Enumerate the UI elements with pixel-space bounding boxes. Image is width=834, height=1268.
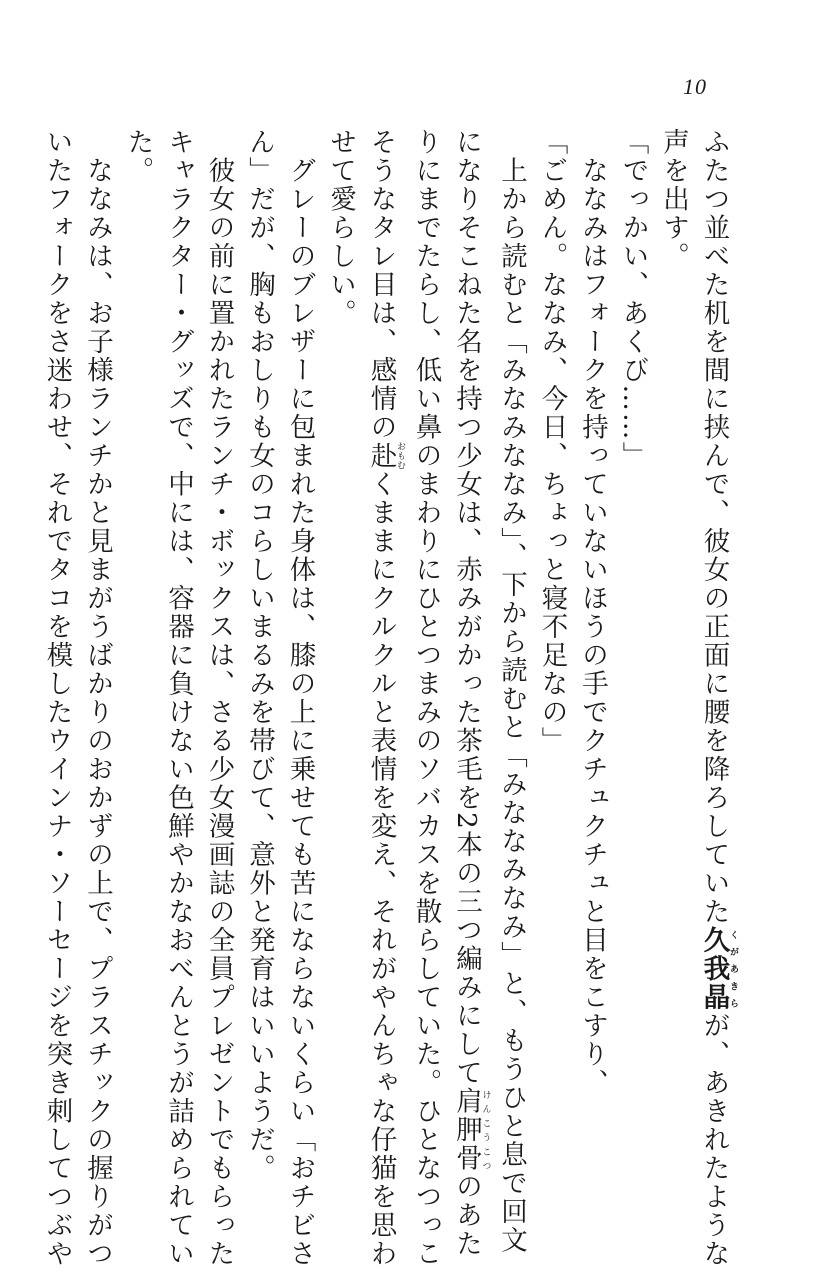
ruby-base: 赴 [366, 442, 397, 471]
text-segment: せて愛らしい。 [325, 128, 356, 328]
text-line [360, 128, 405, 1128]
text-segment: 「ごめん。ななみ、今日、ちょっと寝不足なの」 [537, 128, 568, 755]
text-segment: ん」だが、胸もおしりも女のコらしいまるみを帯びて、意外と発育はいいようだ。 [244, 128, 275, 1183]
text-segment: のあた [451, 1173, 482, 1259]
text-segment: くままにクルクルと表情を変え、それがやんちゃな仔猫を思わ [366, 470, 397, 1268]
page-number: 10 [683, 74, 707, 100]
text-line [693, 128, 738, 1128]
text-segment: ななみはフォークを持っていないほうの手でクチュクチュと目をこすり、 [577, 128, 608, 1097]
text-line [653, 128, 694, 1128]
text-segment: が、あきれたような [699, 1012, 730, 1268]
text-segment: グレーのブレザーに包まれた身体は、膝の上に乗せても苦にならないくらい「おチビさ [285, 128, 316, 1268]
ruby-reading: くがあきら [728, 926, 738, 1012]
text-line [117, 128, 158, 1128]
text-segment: 声を出す。 [658, 128, 689, 271]
text-line [239, 128, 280, 1128]
ruby-base: 久我晶 [699, 926, 730, 1012]
text-segment: いたフォークをさ迷わせ、それでタコを模したウインナ・ソーセージを突き刺してつぶや [42, 128, 73, 1268]
text-line [279, 128, 320, 1128]
text-segment: 彼女の前に置かれたランチ・ボックスは、さる少女漫画誌の全員プレゼントでもらった [204, 128, 235, 1268]
text-line [198, 128, 239, 1128]
text-segment: そうなタレ目は、感情の [366, 128, 397, 442]
text-segment: キャラクター・グッズで、中には、容器に負けない色鮮やかなおべんとうが詰められてい [163, 128, 194, 1268]
text-segment: りにまでたらし、低い鼻のまわりにひとつまみのソバカスを散らしていた。ひとなつっこ [411, 128, 442, 1268]
text-segment: た。 [123, 128, 154, 185]
text-line [320, 128, 361, 1128]
text-line [158, 128, 199, 1128]
ruby-reading: おもむ [395, 442, 405, 471]
text-segment: 上から読むと「みなみななみ」、下から読むと「みななみなみ」と、もうひと息で回文 [496, 128, 527, 1255]
text-line [36, 128, 77, 1128]
ruby-word [699, 926, 730, 1012]
text-line [446, 128, 491, 1128]
body-text [36, 128, 738, 1128]
text-line [491, 128, 532, 1128]
ruby-reading: けんこうこつ [481, 1087, 491, 1173]
text-segment: ななみは、お子様ランチかと見まがうばかりのおかずの上で、プラスチックの握りがつ [82, 128, 113, 1268]
text-segment: 「でっかい、あくび……」 [618, 128, 649, 470]
ruby-base: 肩胛骨 [451, 1087, 482, 1173]
text-segment: ふたつ並べた机を間に挟んで、彼女の正面に腰を降ろしていた [699, 128, 730, 926]
text-segment: になりそこねた名を持つ少女は、赤みがかった茶毛を2本の三つ編みにして [451, 128, 482, 1087]
text-line [77, 128, 118, 1128]
text-line [612, 128, 653, 1128]
text-line [531, 128, 572, 1128]
text-line [572, 128, 613, 1128]
text-line [405, 128, 446, 1128]
ruby-word [451, 1087, 482, 1173]
ruby-word [366, 442, 397, 471]
